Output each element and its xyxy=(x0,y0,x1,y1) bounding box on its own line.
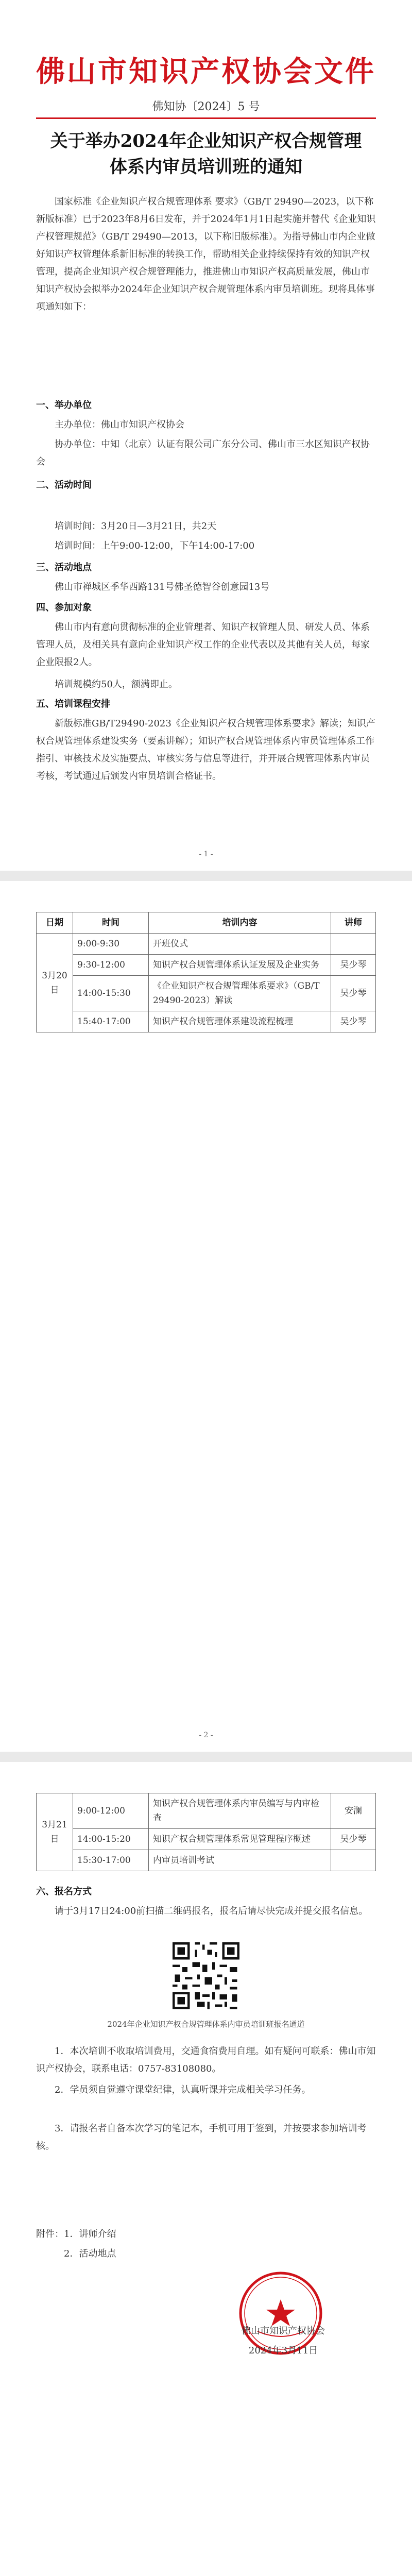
table-time-cell: 9:00-12:00 xyxy=(73,1793,149,1829)
scale-text: 培训规模约50人，额满即止。 xyxy=(55,679,178,690)
table-row xyxy=(37,1850,376,1871)
table-content-cell: 知识产权合规管理体系认证发展及企业实务 xyxy=(149,955,331,976)
audience-text: 佛山市内有意向贯彻标准的企业管理者、知识产权管理人员、研发人员、体系管理人员，及相关具有意向企业知识产权工作的企业代表以及其他有关人员，每家企业限报2人。 xyxy=(36,622,370,668)
signup-qr-code[interactable] xyxy=(170,1940,242,2012)
schedule-hours: 培训时间：上午9:00-12:00，下午14:00-17:00 xyxy=(55,540,255,551)
table-header-row xyxy=(37,912,376,934)
table-date-cell: 3月20日 xyxy=(37,934,73,1032)
page-2 xyxy=(0,881,412,1752)
table-time-cell: 14:00-15:30 xyxy=(73,976,149,1011)
table-time-cell: 15:40-17:00 xyxy=(73,1011,149,1032)
notes-b: 3．请报名者自备本次学习的笔记本，手机可用于签到，并按要求参加培训考核。 xyxy=(36,2123,367,2151)
table-header-content: 培训内容 xyxy=(149,912,331,934)
section-venue-heading: 三、活动地点 xyxy=(36,562,92,573)
table-content-cell: 内审员培训考试 xyxy=(149,1850,331,1871)
page-number: - 1 - xyxy=(199,850,213,858)
table-header-lecturer: 讲师 xyxy=(331,912,376,934)
table-lecturer-cell: 吴少琴 xyxy=(331,955,376,976)
venue-address: 佛山市禅城区季华西路131号佛圣德智谷创意园13号 xyxy=(55,582,270,592)
table-date-cell: 3月21日 xyxy=(37,1793,73,1871)
attachment-item-2[interactable]: 2．活动地点 xyxy=(64,2248,116,2259)
table-lecturer-cell xyxy=(331,934,376,955)
doc-number: 佛知协〔2024〕5 号 xyxy=(152,100,260,113)
section-audience-heading: 四、参加对象 xyxy=(36,602,92,613)
qr-caption: 2024年企业知识产权合规管理体系内审员培训班报名通道 xyxy=(107,2020,305,2029)
table-content-cell: 知识产权合规管理体系建设流程梳理 xyxy=(149,1011,331,1032)
schedule-table-day2 xyxy=(36,1793,376,1871)
table-time-cell: 9:00-9:30 xyxy=(73,934,149,955)
section-signup-heading: 六、报名方式 xyxy=(36,1886,92,1897)
content-text: 新版标准GB/T29490-2023《企业知识产权合规管理体系要求》解读；知识产权合规管理体系建设实务（要素讲解）；知识产权合规管理体系内审员管理体系工作指引、审核技术及实施要点、审核实务与信息等进行，并开展合规管理体系内审员考核，考试通过后颁发内审员培训合格证书。 xyxy=(36,718,375,782)
table-row xyxy=(37,934,376,955)
table-lecturer-cell: 安澜 xyxy=(331,1793,376,1829)
intro-paragraph: 国家标准《企业知识产权合规管理体系 要求》（GB/T 29490—2023，以下称新版标准）已于2023年8月6日发布，并于2024年1月1日起实施并替代《企业知识产权管理规范》（GB/T 29490—2013，以下称旧版标准）。为指导佛山市内企业做好知识产权管理体系新旧标准的转换工作，帮助相关企业持续保持有效的知识产权管理，提高企业知识产权合规管理能力，推进佛山市知识产权高质量发展，佛山市知识产权协会拟举办2024年企业知识产权合规管理体系内审员培训班。现将具体事项通知如下： xyxy=(36,196,376,312)
schedule-table-day1 xyxy=(36,912,376,1032)
table-header-time: 时间 xyxy=(73,912,149,934)
table-row xyxy=(37,1793,376,1829)
fee-text: 1．本次培训不收取培训费用，交通食宿费用自理。如有疑问可联系：佛山市知识产权协会，联系电话：0757-83108080。 xyxy=(36,2046,376,2074)
schedule-dates: 培训时间：3月20日—3月21日，共2天 xyxy=(55,521,217,532)
signature-date: 2024年3月11日 xyxy=(248,2345,318,2356)
table-time-cell: 14:00-15:20 xyxy=(73,1829,149,1850)
table-time-cell: 15:30-17:00 xyxy=(73,1850,149,1871)
organizer-host: 主办单位：佛山市知识产权协会 xyxy=(55,419,184,430)
table-lecturer-cell: 吴少琴 xyxy=(331,976,376,1011)
table-lecturer-cell: 吴少琴 xyxy=(331,1011,376,1032)
table-row xyxy=(37,955,376,976)
page-number: - 2 - xyxy=(199,1731,213,1739)
table-row xyxy=(37,1829,376,1850)
table-lecturer-cell: 吴少琴 xyxy=(331,1829,376,1850)
table-lecturer-cell xyxy=(331,1850,376,1871)
doc-title-line-2: 体系内审员培训班的通知 xyxy=(110,157,302,177)
page-gap xyxy=(0,1752,412,1762)
attachment-item-1[interactable]: 1．讲师介绍 xyxy=(64,2229,116,2240)
doc-title-line-1: 关于举办2024年企业知识产权合规管理 xyxy=(50,131,362,151)
section-organizer-heading: 一、举办单位 xyxy=(36,400,92,411)
section-content-heading: 五、培训课程安排 xyxy=(36,699,110,709)
page-3 xyxy=(0,1762,412,2576)
table-content-cell: 知识产权合规管理体系内审员编写与内审检查 xyxy=(149,1793,331,1829)
page-gap xyxy=(0,871,412,881)
organizer-co-host: 协办单位：中知（北京）认证有限公司广东分公司、佛山市三水区知识产权协会 xyxy=(36,439,370,467)
notes-a: 2．学员须自觉遵守课堂纪律，认真听课并完成相关学习任务。 xyxy=(55,2084,311,2095)
section-schedule-heading: 二、活动时间 xyxy=(36,480,92,490)
table-row xyxy=(37,1011,376,1032)
page-1 xyxy=(0,0,412,871)
table-header-date: 日期 xyxy=(37,912,73,934)
attachments-label: 附件： xyxy=(36,2229,64,2240)
org-title: 佛山市知识产权协会文件 xyxy=(36,55,376,89)
header-red-line xyxy=(36,117,376,119)
table-content-cell: 开班仪式 xyxy=(149,934,331,955)
signature-org: 佛山市知识产权协会 xyxy=(242,2326,325,2336)
signup-text: 请于3月17日24:00前扫描二维码报名，报名后请尽快完成并提交报名信息。 xyxy=(55,1906,368,1917)
table-time-cell: 9:30-12:00 xyxy=(73,955,149,976)
table-content-cell: 《企业知识产权合规管理体系要求》（GB/T 29490-2023）解读 xyxy=(149,976,331,1011)
table-content-cell: 知识产权合规管理体系常见管理程序概述 xyxy=(149,1829,331,1850)
table-row xyxy=(37,976,376,1011)
